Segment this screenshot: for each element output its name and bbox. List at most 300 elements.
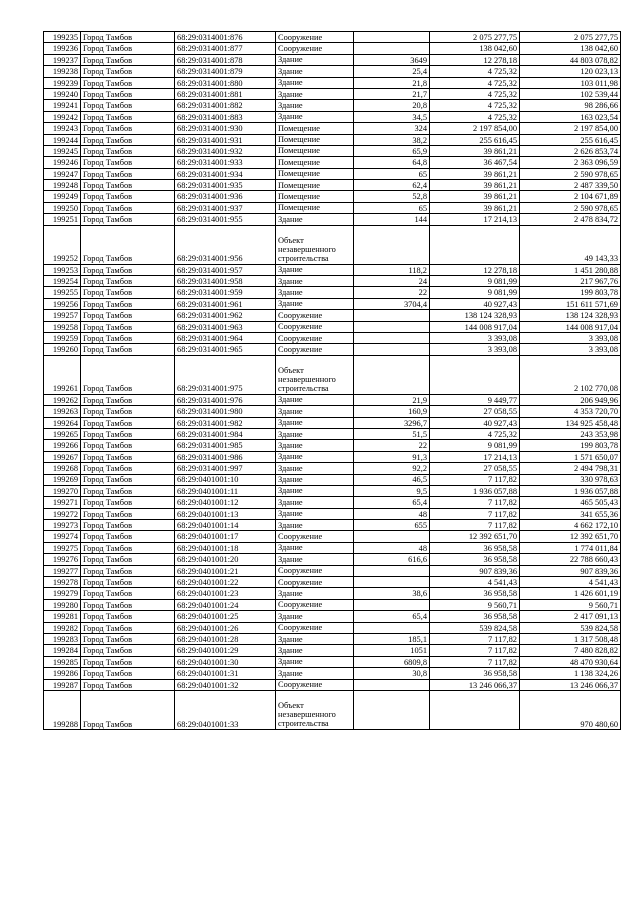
- city-cell: Город Тамбов: [81, 54, 175, 65]
- table-row: [44, 406, 621, 417]
- cadastral-value-cell: 3 393,08: [520, 332, 621, 343]
- unit-value-cell: 36 958,58: [430, 588, 520, 599]
- table-row: [44, 111, 621, 122]
- area-cell: 65: [354, 202, 430, 213]
- cadastral-number-cell: 68:29:0314001:931: [175, 134, 276, 145]
- cadastral-value-cell: 1 317 508,48: [520, 633, 621, 644]
- cadastral-number-cell: 68:29:0314001:982: [175, 417, 276, 428]
- unit-value-cell: [430, 355, 520, 394]
- unit-value-cell: 12 278,18: [430, 264, 520, 275]
- object-type-cell: Помещение: [276, 191, 354, 202]
- object-type-cell: Здание: [276, 417, 354, 428]
- row-number: 199243: [44, 123, 81, 134]
- unit-value-cell: 4 725,32: [430, 111, 520, 122]
- table-row: [44, 622, 621, 633]
- area-cell: [354, 622, 430, 633]
- unit-value-cell: 4 725,32: [430, 66, 520, 77]
- city-cell: Город Тамбов: [81, 542, 175, 553]
- cadastral-value-cell: 44 803 078,82: [520, 54, 621, 65]
- area-cell: 30,8: [354, 668, 430, 679]
- row-number: 199250: [44, 202, 81, 213]
- table-row: [44, 43, 621, 54]
- cadastral-number-cell: 68:29:0401001:30: [175, 656, 276, 667]
- cadastral-number-cell: 68:29:0314001:933: [175, 157, 276, 168]
- table-row: [44, 690, 621, 729]
- unit-value-cell: 539 824,58: [430, 622, 520, 633]
- city-cell: Город Тамбов: [81, 157, 175, 168]
- cadastral-number-cell: 68:29:0314001:962: [175, 310, 276, 321]
- unit-value-cell: 255 616,45: [430, 134, 520, 145]
- unit-value-cell: 9 081,99: [430, 287, 520, 298]
- area-cell: [354, 355, 430, 394]
- city-cell: Город Тамбов: [81, 417, 175, 428]
- cadastral-value-cell: 1 774 011,84: [520, 542, 621, 553]
- area-cell: 3296,7: [354, 417, 430, 428]
- cadastral-number-cell: 68:29:0314001:956: [175, 225, 276, 264]
- area-cell: 65,4: [354, 497, 430, 508]
- city-cell: Город Тамбов: [81, 77, 175, 88]
- cadastral-value-cell: 206 949,96: [520, 394, 621, 405]
- unit-value-cell: 4 725,32: [430, 100, 520, 111]
- unit-value-cell: 3 393,08: [430, 332, 520, 343]
- cadastral-number-cell: 68:29:0401001:22: [175, 577, 276, 588]
- object-type-cell: Помещение: [276, 134, 354, 145]
- table-row: [44, 168, 621, 179]
- unit-value-cell: 4 725,32: [430, 88, 520, 99]
- row-number: 199246: [44, 157, 81, 168]
- cadastral-value-cell: 12 392 651,70: [520, 531, 621, 542]
- table-row: [44, 310, 621, 321]
- city-cell: Город Тамбов: [81, 214, 175, 225]
- area-cell: [354, 344, 430, 355]
- cadastral-value-cell: 330 978,63: [520, 474, 621, 485]
- city-cell: Город Тамбов: [81, 394, 175, 405]
- unit-value-cell: 36 958,58: [430, 554, 520, 565]
- object-type-cell: Помещение: [276, 180, 354, 191]
- area-cell: 25,4: [354, 66, 430, 77]
- area-cell: 38,2: [354, 134, 430, 145]
- cadastral-number-cell: 68:29:0314001:976: [175, 394, 276, 405]
- table-row: [44, 264, 621, 275]
- area-cell: [354, 679, 430, 690]
- city-cell: Город Тамбов: [81, 588, 175, 599]
- area-cell: 38,6: [354, 588, 430, 599]
- object-type-cell: Здание: [276, 298, 354, 309]
- cadastral-number-cell: 68:29:0314001:985: [175, 440, 276, 451]
- unit-value-cell: 3 393,08: [430, 344, 520, 355]
- object-type-cell: Здание: [276, 668, 354, 679]
- row-number: 199262: [44, 394, 81, 405]
- table-row: [44, 355, 621, 394]
- unit-value-cell: 17 214,13: [430, 214, 520, 225]
- object-type-cell: Здание: [276, 66, 354, 77]
- unit-value-cell: 2 075 277,75: [430, 32, 520, 43]
- row-number: 199275: [44, 542, 81, 553]
- unit-value-cell: 7 117,82: [430, 656, 520, 667]
- cadastral-number-cell: 68:29:0401001:32: [175, 679, 276, 690]
- object-type-cell: Сооружение: [276, 310, 354, 321]
- cadastral-number-cell: 68:29:0314001:986: [175, 451, 276, 462]
- cadastral-value-cell: 243 353,98: [520, 428, 621, 439]
- area-cell: 21,8: [354, 77, 430, 88]
- unit-value-cell: 7 117,82: [430, 508, 520, 519]
- table-row: [44, 668, 621, 679]
- cadastral-value-cell: 255 616,45: [520, 134, 621, 145]
- cadastral-number-cell: 68:29:0314001:957: [175, 264, 276, 275]
- cadastral-number-cell: 68:29:0401001:14: [175, 520, 276, 531]
- object-type-cell: Здание: [276, 428, 354, 439]
- cadastral-value-cell: 2 417 091,13: [520, 611, 621, 622]
- table-row: [44, 145, 621, 156]
- cadastral-number-cell: 68:29:0314001:878: [175, 54, 276, 65]
- object-type-cell: Здание: [276, 214, 354, 225]
- cadastral-number-cell: 68:29:0314001:934: [175, 168, 276, 179]
- area-cell: 48: [354, 542, 430, 553]
- object-type-cell: Объект незавершенного строительства: [276, 355, 354, 394]
- table-row: [44, 77, 621, 88]
- unit-value-cell: 17 214,13: [430, 451, 520, 462]
- table-row: [44, 66, 621, 77]
- row-number: 199288: [44, 690, 81, 729]
- city-cell: Город Тамбов: [81, 485, 175, 496]
- table-row: [44, 100, 621, 111]
- row-number: 199256: [44, 298, 81, 309]
- row-number: 199268: [44, 463, 81, 474]
- city-cell: Город Тамбов: [81, 611, 175, 622]
- row-number: 199285: [44, 656, 81, 667]
- object-type-cell: Здание: [276, 77, 354, 88]
- object-type-cell: Здание: [276, 451, 354, 462]
- area-cell: 655: [354, 520, 430, 531]
- row-number: 199249: [44, 191, 81, 202]
- area-cell: 21,7: [354, 88, 430, 99]
- object-type-cell: Здание: [276, 508, 354, 519]
- table-row: [44, 344, 621, 355]
- cadastral-value-cell: 2 104 671,89: [520, 191, 621, 202]
- row-number: 199260: [44, 344, 81, 355]
- table-row: [44, 417, 621, 428]
- unit-value-cell: 39 861,21: [430, 145, 520, 156]
- object-type-cell: Здание: [276, 656, 354, 667]
- unit-value-cell: 36 958,58: [430, 611, 520, 622]
- row-number: 199276: [44, 554, 81, 565]
- city-cell: Город Тамбов: [81, 406, 175, 417]
- table-row: [44, 321, 621, 332]
- cadastral-value-cell: 2 363 096,59: [520, 157, 621, 168]
- cadastral-value-cell: 1 936 057,88: [520, 485, 621, 496]
- cadastral-value-cell: 13 246 066,37: [520, 679, 621, 690]
- cadastral-value-cell: 2 590 978,65: [520, 202, 621, 213]
- row-number: 199266: [44, 440, 81, 451]
- object-type-cell: Здание: [276, 406, 354, 417]
- row-number: 199278: [44, 577, 81, 588]
- table-row: [44, 88, 621, 99]
- property-table: [43, 31, 621, 730]
- cadastral-number-cell: 68:29:0401001:12: [175, 497, 276, 508]
- area-cell: [354, 321, 430, 332]
- table-row: [44, 123, 621, 134]
- cadastral-value-cell: 2 075 277,75: [520, 32, 621, 43]
- object-type-cell: Здание: [276, 485, 354, 496]
- cadastral-value-cell: 199 803,78: [520, 440, 621, 451]
- cadastral-value-cell: 1 138 324,26: [520, 668, 621, 679]
- cadastral-value-cell: 2 102 770,08: [520, 355, 621, 394]
- cadastral-number-cell: 68:29:0314001:883: [175, 111, 276, 122]
- object-type-cell: Здание: [276, 264, 354, 275]
- city-cell: Город Тамбов: [81, 276, 175, 287]
- cadastral-value-cell: 138 124 328,93: [520, 310, 621, 321]
- row-number: 199235: [44, 32, 81, 43]
- object-type-cell: Сооружение: [276, 577, 354, 588]
- row-number: 199279: [44, 588, 81, 599]
- city-cell: Город Тамбов: [81, 428, 175, 439]
- unit-value-cell: [430, 225, 520, 264]
- object-type-cell: Здание: [276, 54, 354, 65]
- cadastral-number-cell: 68:29:0401001:31: [175, 668, 276, 679]
- city-cell: Город Тамбов: [81, 577, 175, 588]
- row-number: 199287: [44, 679, 81, 690]
- cadastral-value-cell: 138 042,60: [520, 43, 621, 54]
- table-row: [44, 451, 621, 462]
- row-number: 199264: [44, 417, 81, 428]
- unit-value-cell: 39 861,21: [430, 202, 520, 213]
- cadastral-number-cell: 68:29:0314001:997: [175, 463, 276, 474]
- city-cell: Город Тамбов: [81, 622, 175, 633]
- area-cell: 65,4: [354, 611, 430, 622]
- area-cell: 22: [354, 287, 430, 298]
- cadastral-number-cell: 68:29:0314001:935: [175, 180, 276, 191]
- city-cell: Город Тамбов: [81, 225, 175, 264]
- area-cell: 144: [354, 214, 430, 225]
- object-type-cell: Здание: [276, 463, 354, 474]
- unit-value-cell: 2 197 854,00: [430, 123, 520, 134]
- table-row: [44, 508, 621, 519]
- object-type-cell: Сооружение: [276, 32, 354, 43]
- table-row: [44, 531, 621, 542]
- city-cell: Город Тамбов: [81, 531, 175, 542]
- unit-value-cell: 27 058,55: [430, 463, 520, 474]
- object-type-cell: Сооружение: [276, 332, 354, 343]
- cadastral-value-cell: 49 143,33: [520, 225, 621, 264]
- unit-value-cell: 7 117,82: [430, 520, 520, 531]
- unit-value-cell: 4 541,43: [430, 577, 520, 588]
- city-cell: Город Тамбов: [81, 100, 175, 111]
- area-cell: 24: [354, 276, 430, 287]
- object-type-cell: Сооружение: [276, 622, 354, 633]
- table-row: [44, 180, 621, 191]
- table-row: [44, 645, 621, 656]
- city-cell: Город Тамбов: [81, 321, 175, 332]
- city-cell: Город Тамбов: [81, 168, 175, 179]
- area-cell: [354, 32, 430, 43]
- row-number: 199270: [44, 485, 81, 496]
- area-cell: 118,2: [354, 264, 430, 275]
- area-cell: 34,5: [354, 111, 430, 122]
- city-cell: Город Тамбов: [81, 310, 175, 321]
- table-row: [44, 565, 621, 576]
- cadastral-number-cell: 68:29:0401001:28: [175, 633, 276, 644]
- area-cell: 62,4: [354, 180, 430, 191]
- area-cell: 51,5: [354, 428, 430, 439]
- cadastral-value-cell: 2 590 978,65: [520, 168, 621, 179]
- table-row: [44, 394, 621, 405]
- cadastral-number-cell: 68:29:0401001:11: [175, 485, 276, 496]
- unit-value-cell: 907 839,36: [430, 565, 520, 576]
- table-row: [44, 298, 621, 309]
- row-number: 199241: [44, 100, 81, 111]
- cadastral-number-cell: 68:29:0314001:876: [175, 32, 276, 43]
- cadastral-value-cell: 1 426 601,19: [520, 588, 621, 599]
- object-type-cell: Сооружение: [276, 679, 354, 690]
- row-number: 199277: [44, 565, 81, 576]
- row-number: 199261: [44, 355, 81, 394]
- cadastral-value-cell: 120 023,13: [520, 66, 621, 77]
- area-cell: 65: [354, 168, 430, 179]
- area-cell: 48: [354, 508, 430, 519]
- cadastral-value-cell: 103 011,98: [520, 77, 621, 88]
- table-row: [44, 542, 621, 553]
- row-number: 199282: [44, 622, 81, 633]
- table-row: [44, 599, 621, 610]
- cadastral-number-cell: 68:29:0314001:881: [175, 88, 276, 99]
- cadastral-value-cell: 465 505,43: [520, 497, 621, 508]
- cadastral-value-cell: 102 539,44: [520, 88, 621, 99]
- cadastral-value-cell: 144 008 917,04: [520, 321, 621, 332]
- cadastral-number-cell: 68:29:0314001:932: [175, 145, 276, 156]
- row-number: 199272: [44, 508, 81, 519]
- cadastral-number-cell: 68:29:0314001:958: [175, 276, 276, 287]
- unit-value-cell: 4 725,32: [430, 77, 520, 88]
- unit-value-cell: 4 725,32: [430, 428, 520, 439]
- city-cell: Город Тамбов: [81, 679, 175, 690]
- cadastral-number-cell: 68:29:0401001:18: [175, 542, 276, 553]
- object-type-cell: Сооружение: [276, 344, 354, 355]
- object-type-cell: Здание: [276, 88, 354, 99]
- row-number: 199267: [44, 451, 81, 462]
- row-number: 199265: [44, 428, 81, 439]
- unit-value-cell: 9 560,71: [430, 599, 520, 610]
- table-row: [44, 225, 621, 264]
- area-cell: [354, 310, 430, 321]
- table-row: [44, 32, 621, 43]
- unit-value-cell: 12 392 651,70: [430, 531, 520, 542]
- area-cell: 9,5: [354, 485, 430, 496]
- cadastral-value-cell: 163 023,54: [520, 111, 621, 122]
- city-cell: Город Тамбов: [81, 88, 175, 99]
- row-number: 199236: [44, 43, 81, 54]
- cadastral-number-cell: 68:29:0401001:29: [175, 645, 276, 656]
- object-type-cell: Здание: [276, 276, 354, 287]
- cadastral-number-cell: 68:29:0401001:17: [175, 531, 276, 542]
- row-number: 199257: [44, 310, 81, 321]
- unit-value-cell: 12 278,18: [430, 54, 520, 65]
- cadastral-value-cell: 151 611 571,69: [520, 298, 621, 309]
- cadastral-value-cell: 3 393,08: [520, 344, 621, 355]
- area-cell: 52,8: [354, 191, 430, 202]
- cadastral-value-cell: 1 451 280,88: [520, 264, 621, 275]
- row-number: 199284: [44, 645, 81, 656]
- cadastral-number-cell: 68:29:0314001:930: [175, 123, 276, 134]
- object-type-cell: Объект незавершенного строительства: [276, 690, 354, 729]
- table-row: [44, 287, 621, 298]
- row-number: 199281: [44, 611, 81, 622]
- area-cell: 324: [354, 123, 430, 134]
- cadastral-value-cell: 2 197 854,00: [520, 123, 621, 134]
- object-type-cell: Сооружение: [276, 43, 354, 54]
- cadastral-value-cell: 2 478 834,72: [520, 214, 621, 225]
- table-row: [44, 611, 621, 622]
- object-type-cell: Сооружение: [276, 321, 354, 332]
- row-number: 199273: [44, 520, 81, 531]
- cadastral-number-cell: 68:29:0401001:33: [175, 690, 276, 729]
- area-cell: 6809,8: [354, 656, 430, 667]
- table-row: [44, 214, 621, 225]
- table-row: [44, 157, 621, 168]
- unit-value-cell: 7 117,82: [430, 497, 520, 508]
- row-number: 199237: [44, 54, 81, 65]
- city-cell: Город Тамбов: [81, 668, 175, 679]
- cadastral-number-cell: 68:29:0314001:975: [175, 355, 276, 394]
- cadastral-number-cell: 68:29:0314001:879: [175, 66, 276, 77]
- cadastral-value-cell: 134 925 458,48: [520, 417, 621, 428]
- city-cell: Город Тамбов: [81, 123, 175, 134]
- cadastral-value-cell: 199 803,78: [520, 287, 621, 298]
- cadastral-number-cell: 68:29:0401001:21: [175, 565, 276, 576]
- cadastral-value-cell: 98 286,66: [520, 100, 621, 111]
- object-type-cell: Помещение: [276, 168, 354, 179]
- object-type-cell: Помещение: [276, 202, 354, 213]
- unit-value-cell: 138 042,60: [430, 43, 520, 54]
- area-cell: 20,8: [354, 100, 430, 111]
- area-cell: 65,9: [354, 145, 430, 156]
- area-cell: [354, 565, 430, 576]
- unit-value-cell: 9 449,77: [430, 394, 520, 405]
- area-cell: [354, 599, 430, 610]
- row-number: 199245: [44, 145, 81, 156]
- cadastral-number-cell: 68:29:0314001:965: [175, 344, 276, 355]
- city-cell: Город Тамбов: [81, 43, 175, 54]
- row-number: 199258: [44, 321, 81, 332]
- object-type-cell: Здание: [276, 542, 354, 553]
- row-number: 199253: [44, 264, 81, 275]
- area-cell: [354, 690, 430, 729]
- object-type-cell: Здание: [276, 611, 354, 622]
- object-type-cell: Здание: [276, 645, 354, 656]
- city-cell: Город Тамбов: [81, 520, 175, 531]
- cadastral-value-cell: 48 470 930,64: [520, 656, 621, 667]
- city-cell: Город Тамбов: [81, 440, 175, 451]
- area-cell: 92,2: [354, 463, 430, 474]
- unit-value-cell: 36 958,58: [430, 668, 520, 679]
- row-number: 199286: [44, 668, 81, 679]
- table-row: [44, 588, 621, 599]
- object-type-cell: Здание: [276, 394, 354, 405]
- cadastral-number-cell: 68:29:0314001:877: [175, 43, 276, 54]
- city-cell: Город Тамбов: [81, 298, 175, 309]
- unit-value-cell: 13 246 066,37: [430, 679, 520, 690]
- object-type-cell: Объект незавершенного строительства: [276, 225, 354, 264]
- row-number: 199254: [44, 276, 81, 287]
- unit-value-cell: 7 117,82: [430, 633, 520, 644]
- table-row: [44, 633, 621, 644]
- unit-value-cell: 1 936 057,88: [430, 485, 520, 496]
- cadastral-number-cell: 68:29:0314001:955: [175, 214, 276, 225]
- unit-value-cell: 39 861,21: [430, 168, 520, 179]
- cadastral-value-cell: 970 480,60: [520, 690, 621, 729]
- city-cell: Город Тамбов: [81, 202, 175, 213]
- area-cell: [354, 332, 430, 343]
- area-cell: 185,1: [354, 633, 430, 644]
